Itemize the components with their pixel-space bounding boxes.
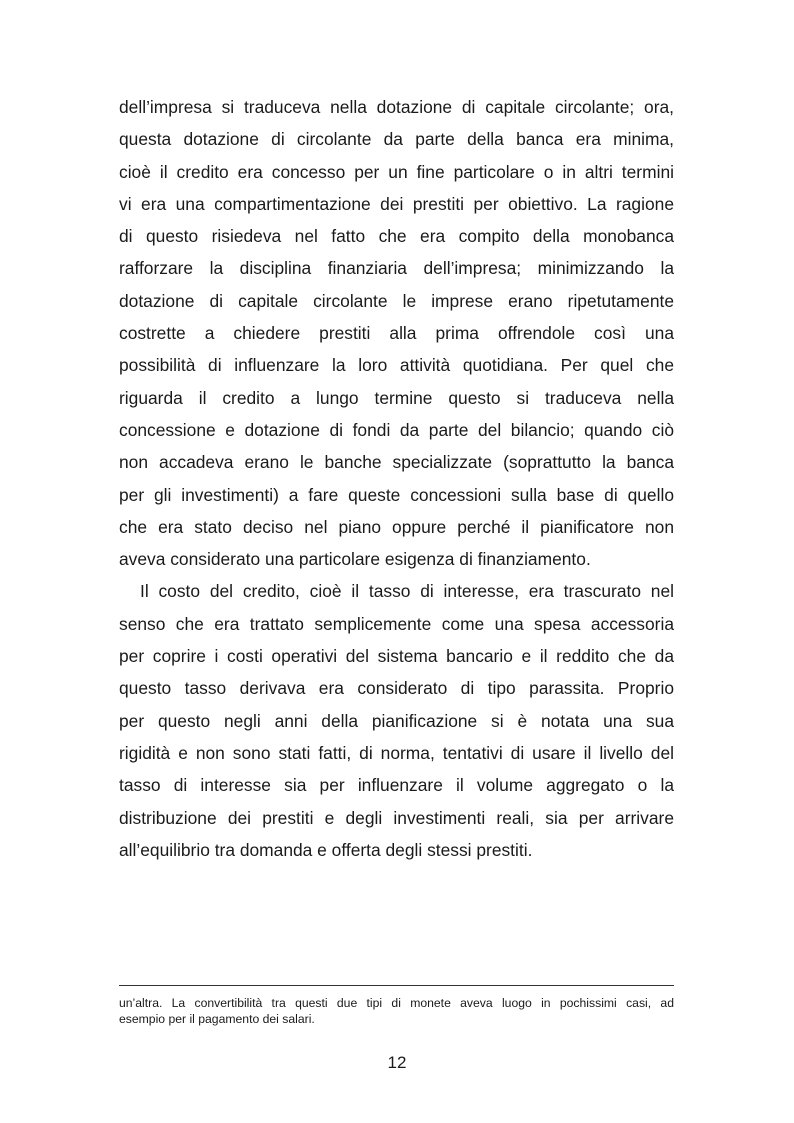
text-line: cioè il credito era concesso per un fine particolare o in altri termini xyxy=(119,161,674,182)
paragraph-1 xyxy=(119,91,674,575)
footnote-line: un’altra. La convertibilità tra questi due tipi di monete aveva luogo in pochissimi casi, ad xyxy=(119,996,674,1010)
text-line: concessione e dotazione di fondi da parte del bilancio; quando ciò xyxy=(119,419,674,440)
text-line: distribuzione dei prestiti e degli investimenti reali, sia per arrivare xyxy=(119,807,674,828)
text-line: di questo risiedeva nel fatto che era compito della monobanca xyxy=(119,226,674,247)
text-line: rigidità e non sono stati fatti, di norma, tentativi di usare il livello del xyxy=(119,742,674,763)
text-line: dell’impresa si traduceva nella dotazione di capitale circolante; ora, xyxy=(119,97,674,117)
text-line: questo tasso derivava era considerato di tipo parassita. Proprio xyxy=(119,678,674,699)
text-line: questa dotazione di circolante da parte della banca era minima, xyxy=(119,129,674,150)
footnote xyxy=(119,996,674,1027)
page-number: 12 xyxy=(387,1053,407,1072)
text-line: aveva considerato una particolare esigenza di finanziamento. xyxy=(119,549,591,570)
footnote-divider xyxy=(119,985,674,986)
text-line: costrette a chiedere prestiti alla prima offrendole così una xyxy=(119,323,674,344)
text-line: rafforzare la disciplina finanziaria dell’impresa; minimizzando la xyxy=(119,258,674,279)
text-line: Il costo del credito, cioè il tasso di interesse, era trascurato nel xyxy=(140,581,674,602)
text-line: vi era una compartimentazione dei prestiti per obiettivo. La ragione xyxy=(119,193,674,214)
text-line: dotazione di capitale circolante le imprese erano ripetutamente xyxy=(119,290,674,311)
body-text xyxy=(119,91,674,866)
text-line: riguarda il credito a lungo termine questo si traduceva nella xyxy=(119,387,674,408)
text-line: all’equilibrio tra domanda e offerta degli stessi prestiti. xyxy=(119,839,533,860)
text-line: senso che era trattato semplicemente come una spesa accessoria xyxy=(119,613,674,634)
text-line: per questo negli anni della pianificazione si è notata una sua xyxy=(119,710,674,731)
text-line: che era stato deciso nel piano oppure perché il pianificatore non xyxy=(119,516,674,537)
text-line: per coprire i costi operativi del sistema bancario e il reddito che da xyxy=(119,646,674,667)
text-line: tasso di interesse sia per influenzare il volume aggregato o la xyxy=(119,775,674,796)
text-line: possibilità di influenzare la loro attività quotidiana. Per quel che xyxy=(119,355,674,376)
text-line: per gli investimenti) a fare queste concessioni sulla base di quello xyxy=(119,484,674,505)
paragraph-2 xyxy=(119,575,674,866)
footnote-line: esempio per il pagamento dei salari. xyxy=(119,1011,315,1026)
text-line: non accadeva erano le banche specializzate (soprattutto la banca xyxy=(119,452,674,473)
